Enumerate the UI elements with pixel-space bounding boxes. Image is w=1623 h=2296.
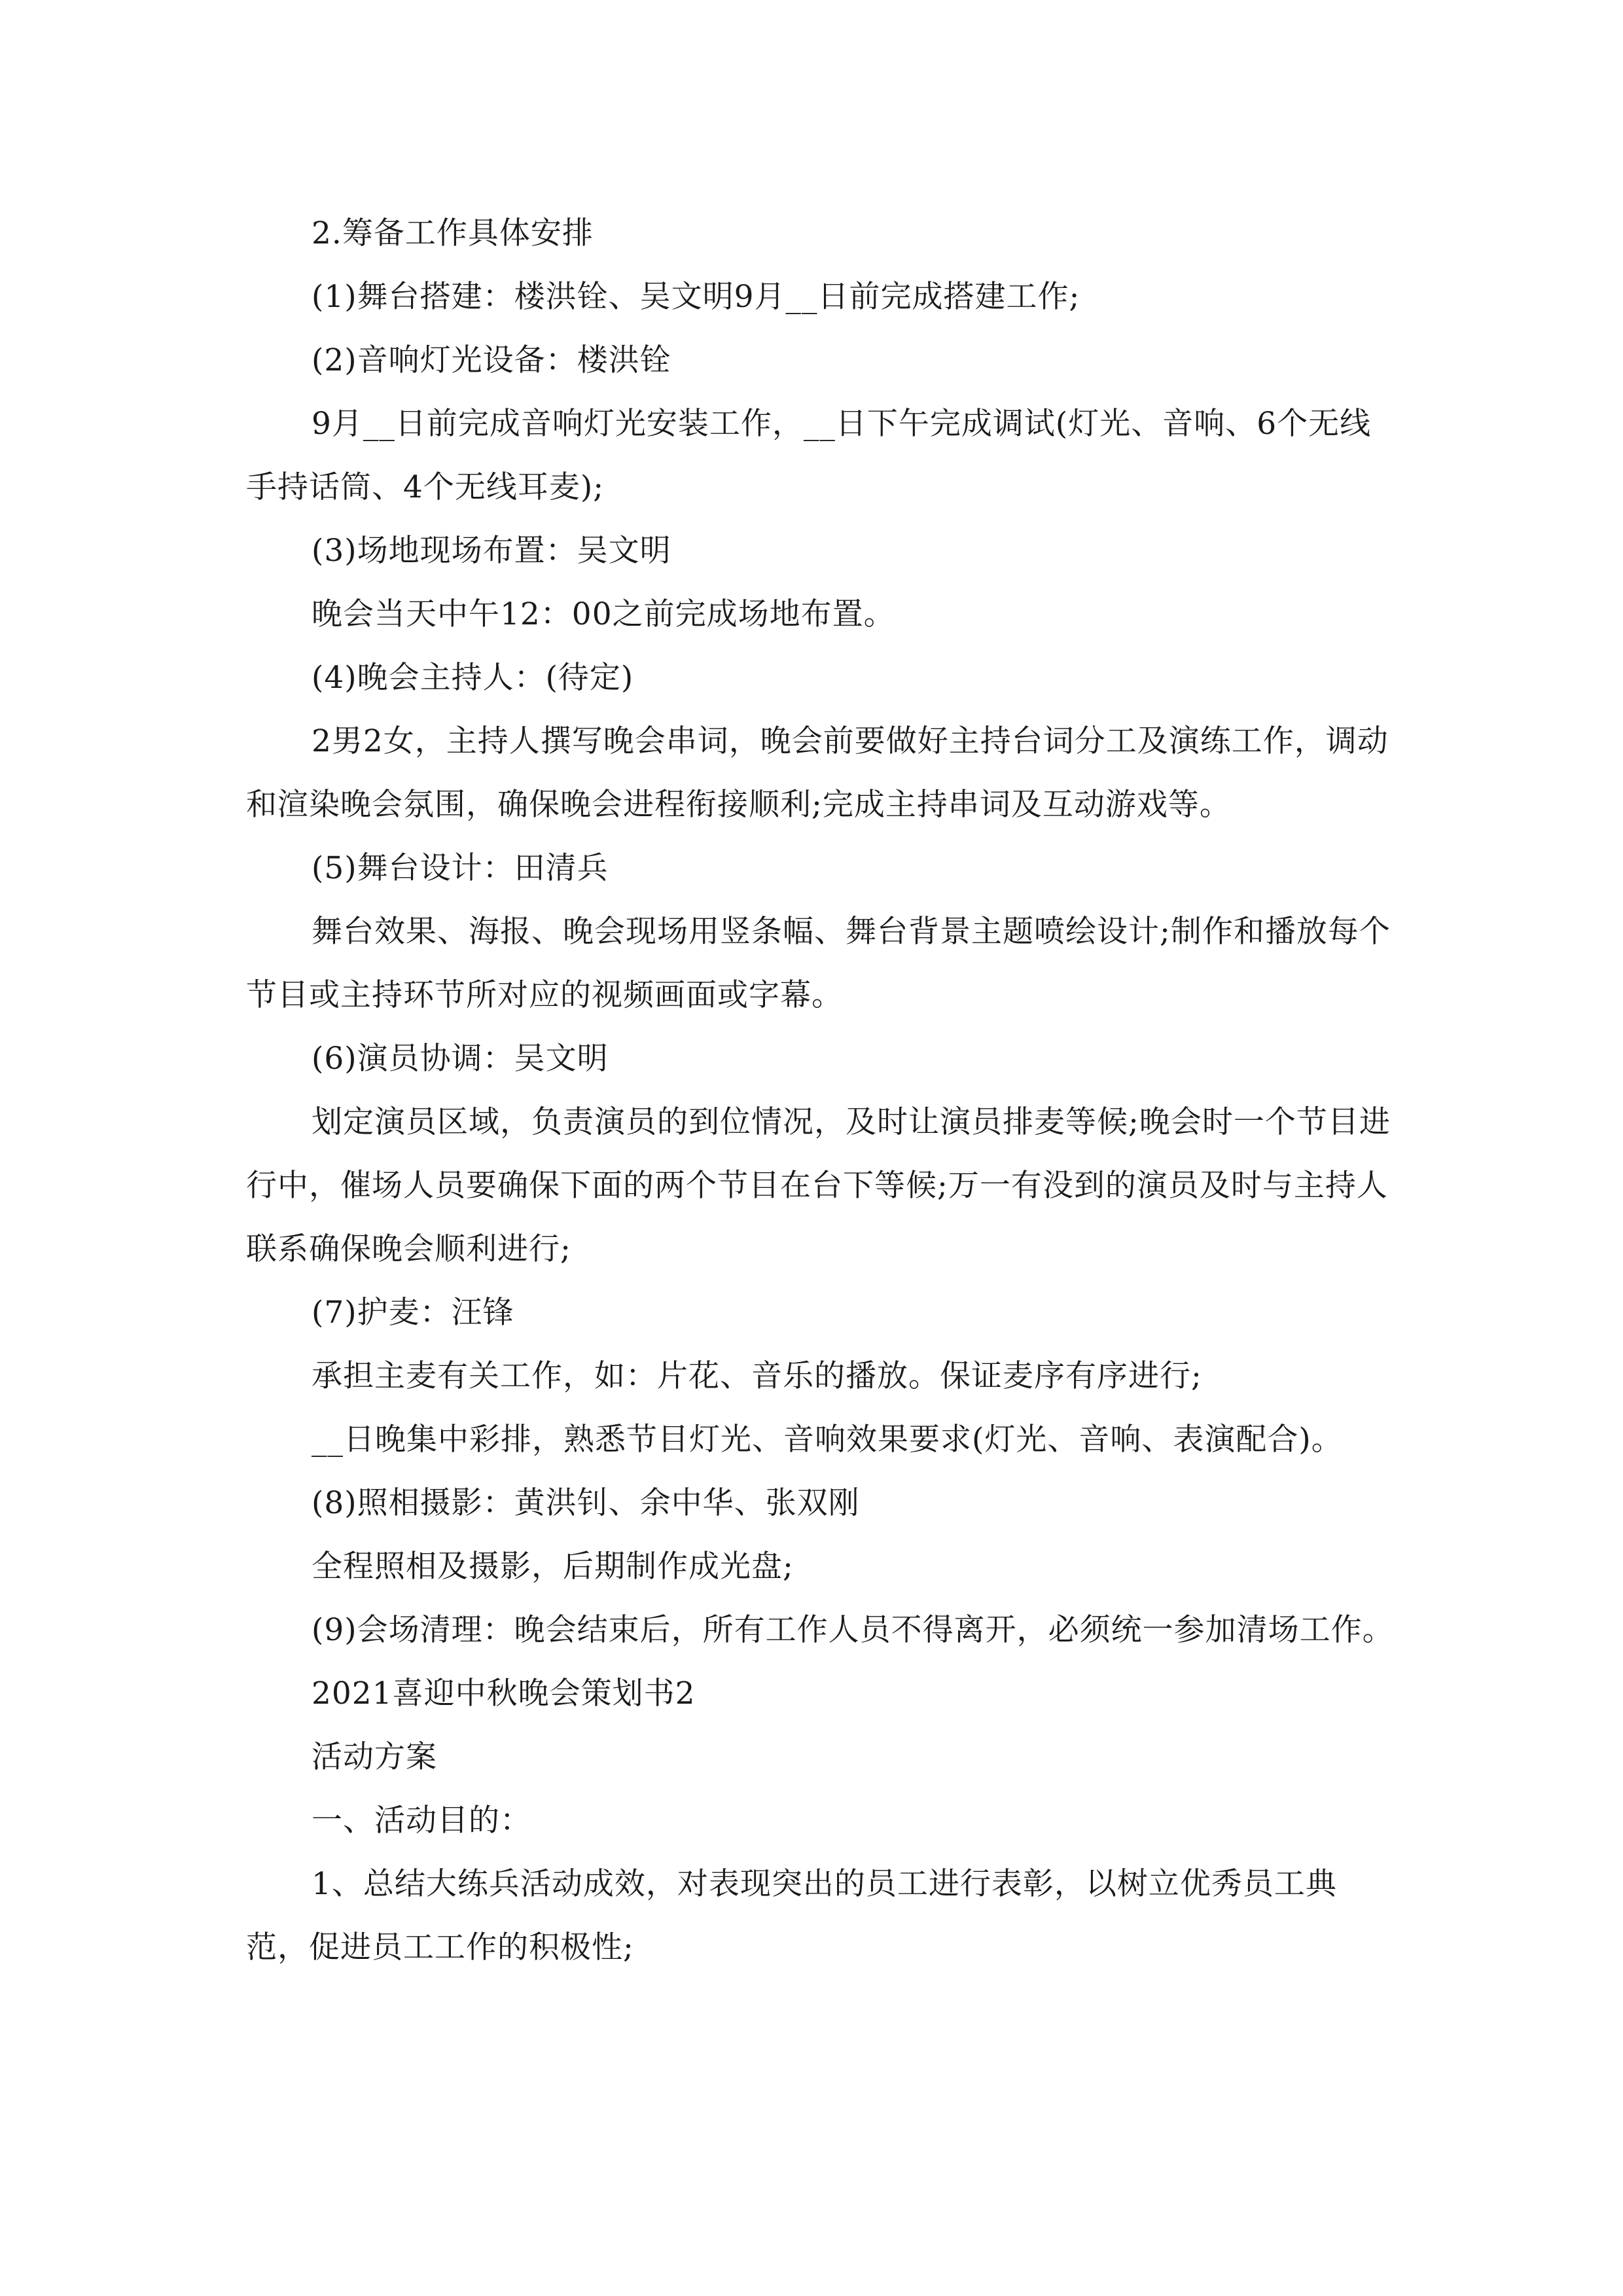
paragraph: 承担主麦有关工作，如：片花、音乐的播放。保证麦序有序进行; bbox=[312, 1358, 1202, 1394]
section-heading: 2.筹备工作具体安排 bbox=[312, 215, 594, 251]
paragraph: 全程照相及摄影，后期制作成光盘; bbox=[312, 1549, 794, 1585]
paragraph: 划定演员区域，负责演员的到位情况，及时让演员排麦等候;晚会时一个节目进行中，催场人员要确保下面的两个节目在台下等候;万一有没到的演员及时与主持人联系确保晚会顺利进行; bbox=[246, 1104, 1391, 1267]
paragraph: (5)舞台设计：田清兵 bbox=[312, 850, 609, 886]
paragraph: (2)音响灯光设备：楼洪铨 bbox=[312, 342, 671, 378]
paragraph: __日晚集中彩排，熟悉节目灯光、音响效果要求(灯光、音响、表演配合)。 bbox=[312, 1422, 1343, 1458]
paragraph: 1、总结大练兵活动成效，对表现突出的员工进行表彰，以树立优秀员工典范，促进员工工作的积极性; bbox=[246, 1866, 1337, 1965]
paragraph: (8)照相摄影：黄洪钊、余中华、张双刚 bbox=[312, 1485, 860, 1521]
paragraph: 舞台效果、海报、晚会现场用竖条幅、舞台背景主题喷绘设计;制作和播放每个节目或主持环节所对应的视频画面或字幕。 bbox=[246, 914, 1391, 1013]
paragraph: 2男2女，主持人撰写晚会串词，晚会前要做好主持台词分工及演练工作，调动和渲染晚会氛围，确保晚会进程衔接顺利;完成主持串词及互动游戏等。 bbox=[246, 723, 1389, 823]
paragraph: (3)场地现场布置：吴文明 bbox=[312, 533, 671, 569]
paragraph: (6)演员协调：吴文明 bbox=[312, 1041, 609, 1077]
paragraph: (4)晚会主持人：(待定) bbox=[312, 660, 634, 696]
document-body bbox=[246, 202, 1398, 1979]
paragraph: 9月__日前完成音响灯光安装工作，__日下午完成调试(灯光、音响、6个无线手持话筒、4个无线耳麦); bbox=[246, 406, 1372, 505]
section-heading: 活动方案 bbox=[312, 1739, 437, 1775]
section-heading: 一、活动目的： bbox=[312, 1803, 531, 1839]
document-title: 2021喜迎中秋晚会策划书2 bbox=[312, 1676, 696, 1712]
paragraph: 晚会当天中午12：00之前完成场地布置。 bbox=[312, 596, 895, 632]
paragraph: (9)会场清理：晚会结束后，所有工作人员不得离开，必须统一参加清场工作。 bbox=[312, 1612, 1394, 1648]
paragraph: (1)舞台搭建：楼洪铨、吴文明9月__日前完成搭建工作; bbox=[312, 279, 1080, 315]
paragraph: (7)护麦：汪锋 bbox=[312, 1295, 514, 1331]
